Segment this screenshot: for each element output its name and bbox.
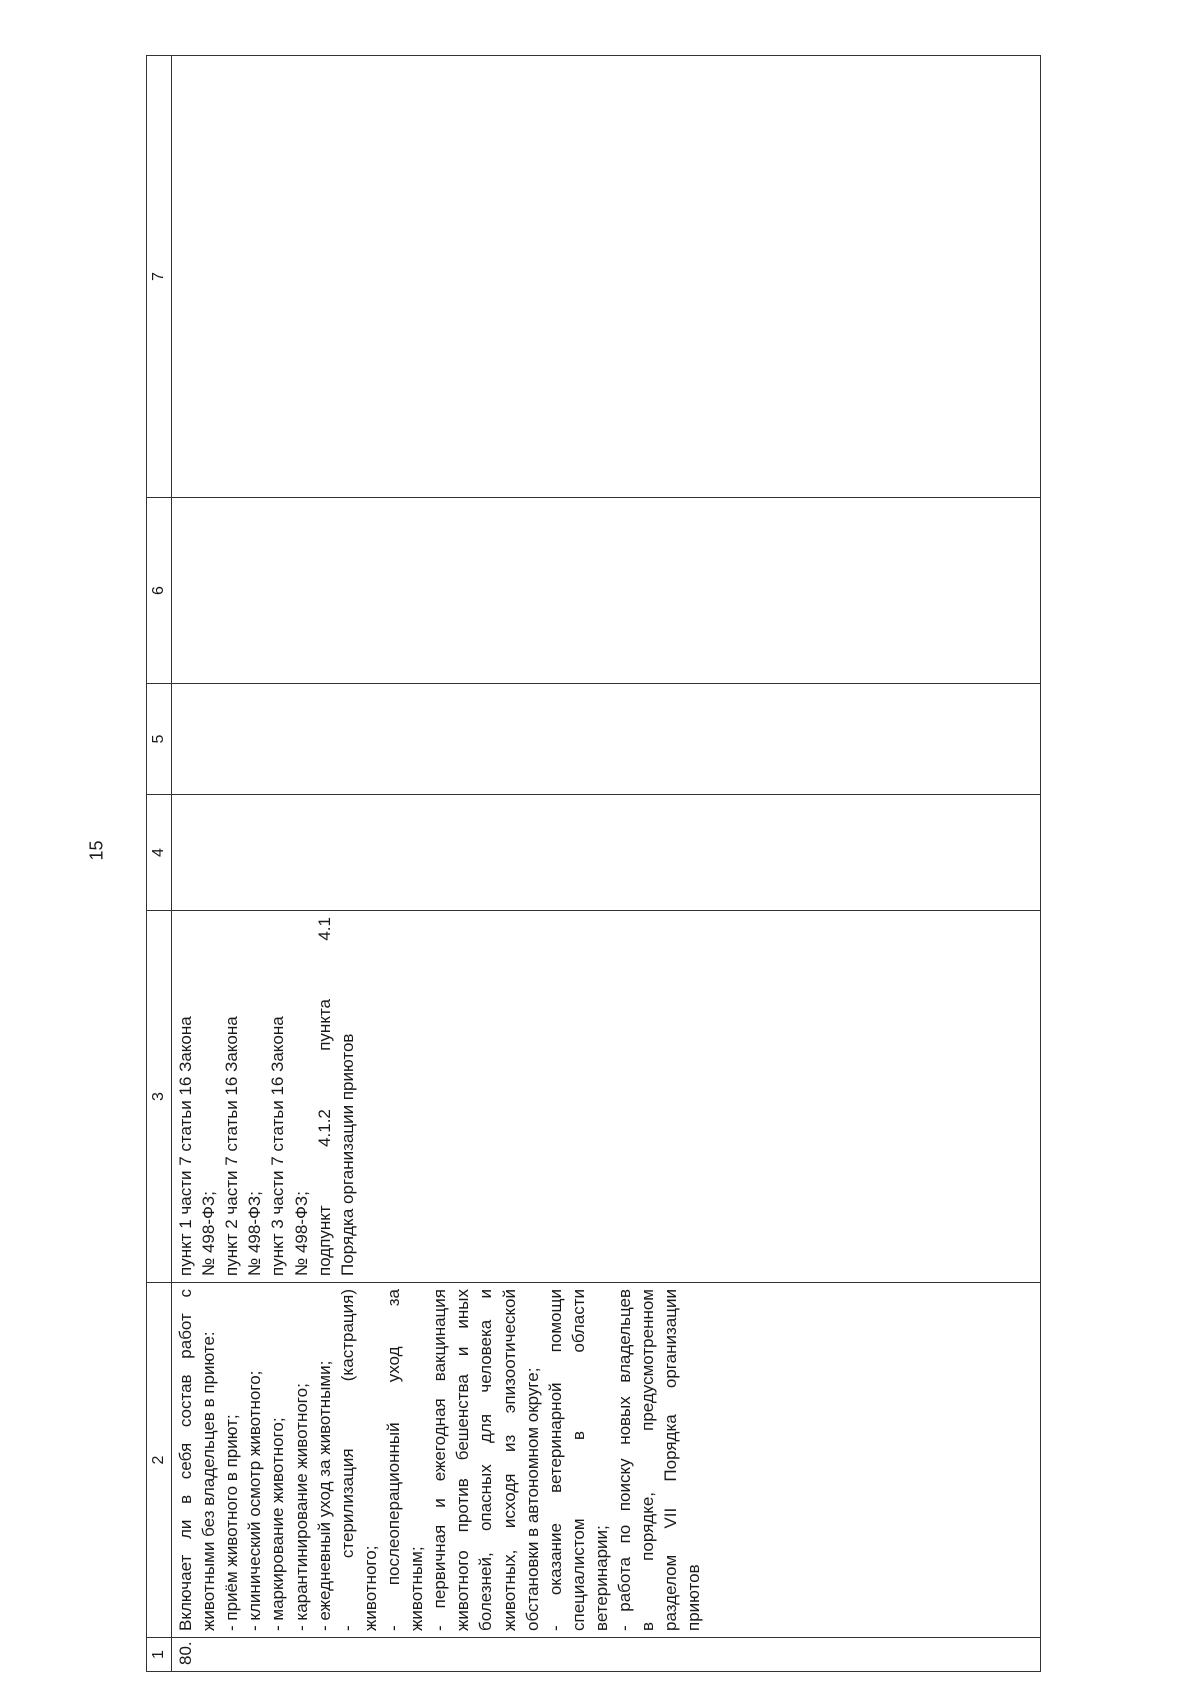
question-line: животных, исходя из эпизоотической [499, 1289, 519, 1631]
question-line: - работа по поиску новых владельцев [615, 1289, 635, 1631]
question-line: в порядке, предусмотренном [638, 1289, 658, 1631]
question-line: животного; [360, 1545, 380, 1631]
question-line: ветеринарии; [591, 1525, 611, 1631]
reference-line: Порядка организации приютов [337, 1033, 357, 1276]
question-line: - приём животного в приют; [222, 1414, 242, 1631]
question-line: - клинический осмотр животного; [245, 1370, 265, 1631]
question-line: обстановки в автономном округе; [522, 1367, 542, 1631]
reference-line: № 498-ФЗ; [245, 1191, 265, 1276]
table-header-row [147, 56, 172, 1672]
question-line: - карантинирование животного; [291, 1383, 311, 1631]
question-line: - первичная и ежегодная вакцинация [430, 1289, 450, 1631]
reference-cell [172, 911, 1041, 1283]
question-line: Включает ли в себя состав работ с [176, 1289, 195, 1631]
question-line: разделом VII Порядка организации [661, 1289, 681, 1631]
header-col-1: 1 [147, 1638, 172, 1672]
row-number-cell: 80. [172, 1638, 1041, 1672]
table-row [172, 56, 1041, 1672]
question-line: приютов [684, 1564, 704, 1631]
reference-line: подпункт 4.1.2 пункта 4.1 [314, 917, 334, 1276]
header-col-6: 6 [147, 498, 172, 684]
question-line: животного против бешенства и иных [453, 1289, 473, 1631]
col5-cell [172, 684, 1041, 795]
reference-line: пункт 3 части 7 статьи 16 Закона [268, 1016, 288, 1276]
reference-line: № 498-ФЗ; [291, 1191, 311, 1276]
question-line: животным; [407, 1546, 427, 1631]
question-line: - стерилизация (кастрация) [337, 1289, 357, 1631]
question-line: животными без владельцев в приюте: [199, 1331, 219, 1631]
reference-line: пункт 1 части 7 статьи 16 Закона [176, 1016, 195, 1276]
header-col-3: 3 [147, 911, 172, 1283]
reference-line: № 498-ФЗ; [199, 1191, 219, 1276]
question-line: болезней, опасных для человека и [476, 1289, 496, 1631]
page-number: 15 [86, 840, 107, 861]
col4-cell [172, 795, 1041, 911]
question-line: специалистом в области [568, 1289, 588, 1631]
header-col-5: 5 [147, 684, 172, 795]
question-line: - оказание ветеринарной помощи [545, 1289, 565, 1631]
header-col-2: 2 [147, 1283, 172, 1638]
rotated-table-container [146, 56, 1041, 1672]
col7-cell [172, 56, 1041, 498]
question-cell [172, 1283, 1041, 1638]
checklist-table [146, 55, 1041, 1672]
header-col-4: 4 [147, 795, 172, 911]
header-col-7: 7 [147, 56, 172, 498]
reference-line: пункт 2 части 7 статьи 16 Закона [222, 1016, 242, 1276]
question-line: - маркирование животного; [268, 1417, 288, 1631]
question-line: - ежедневный уход за животными; [314, 1360, 334, 1631]
col6-cell [172, 498, 1041, 684]
question-line: - послеоперационный уход за [383, 1289, 403, 1631]
